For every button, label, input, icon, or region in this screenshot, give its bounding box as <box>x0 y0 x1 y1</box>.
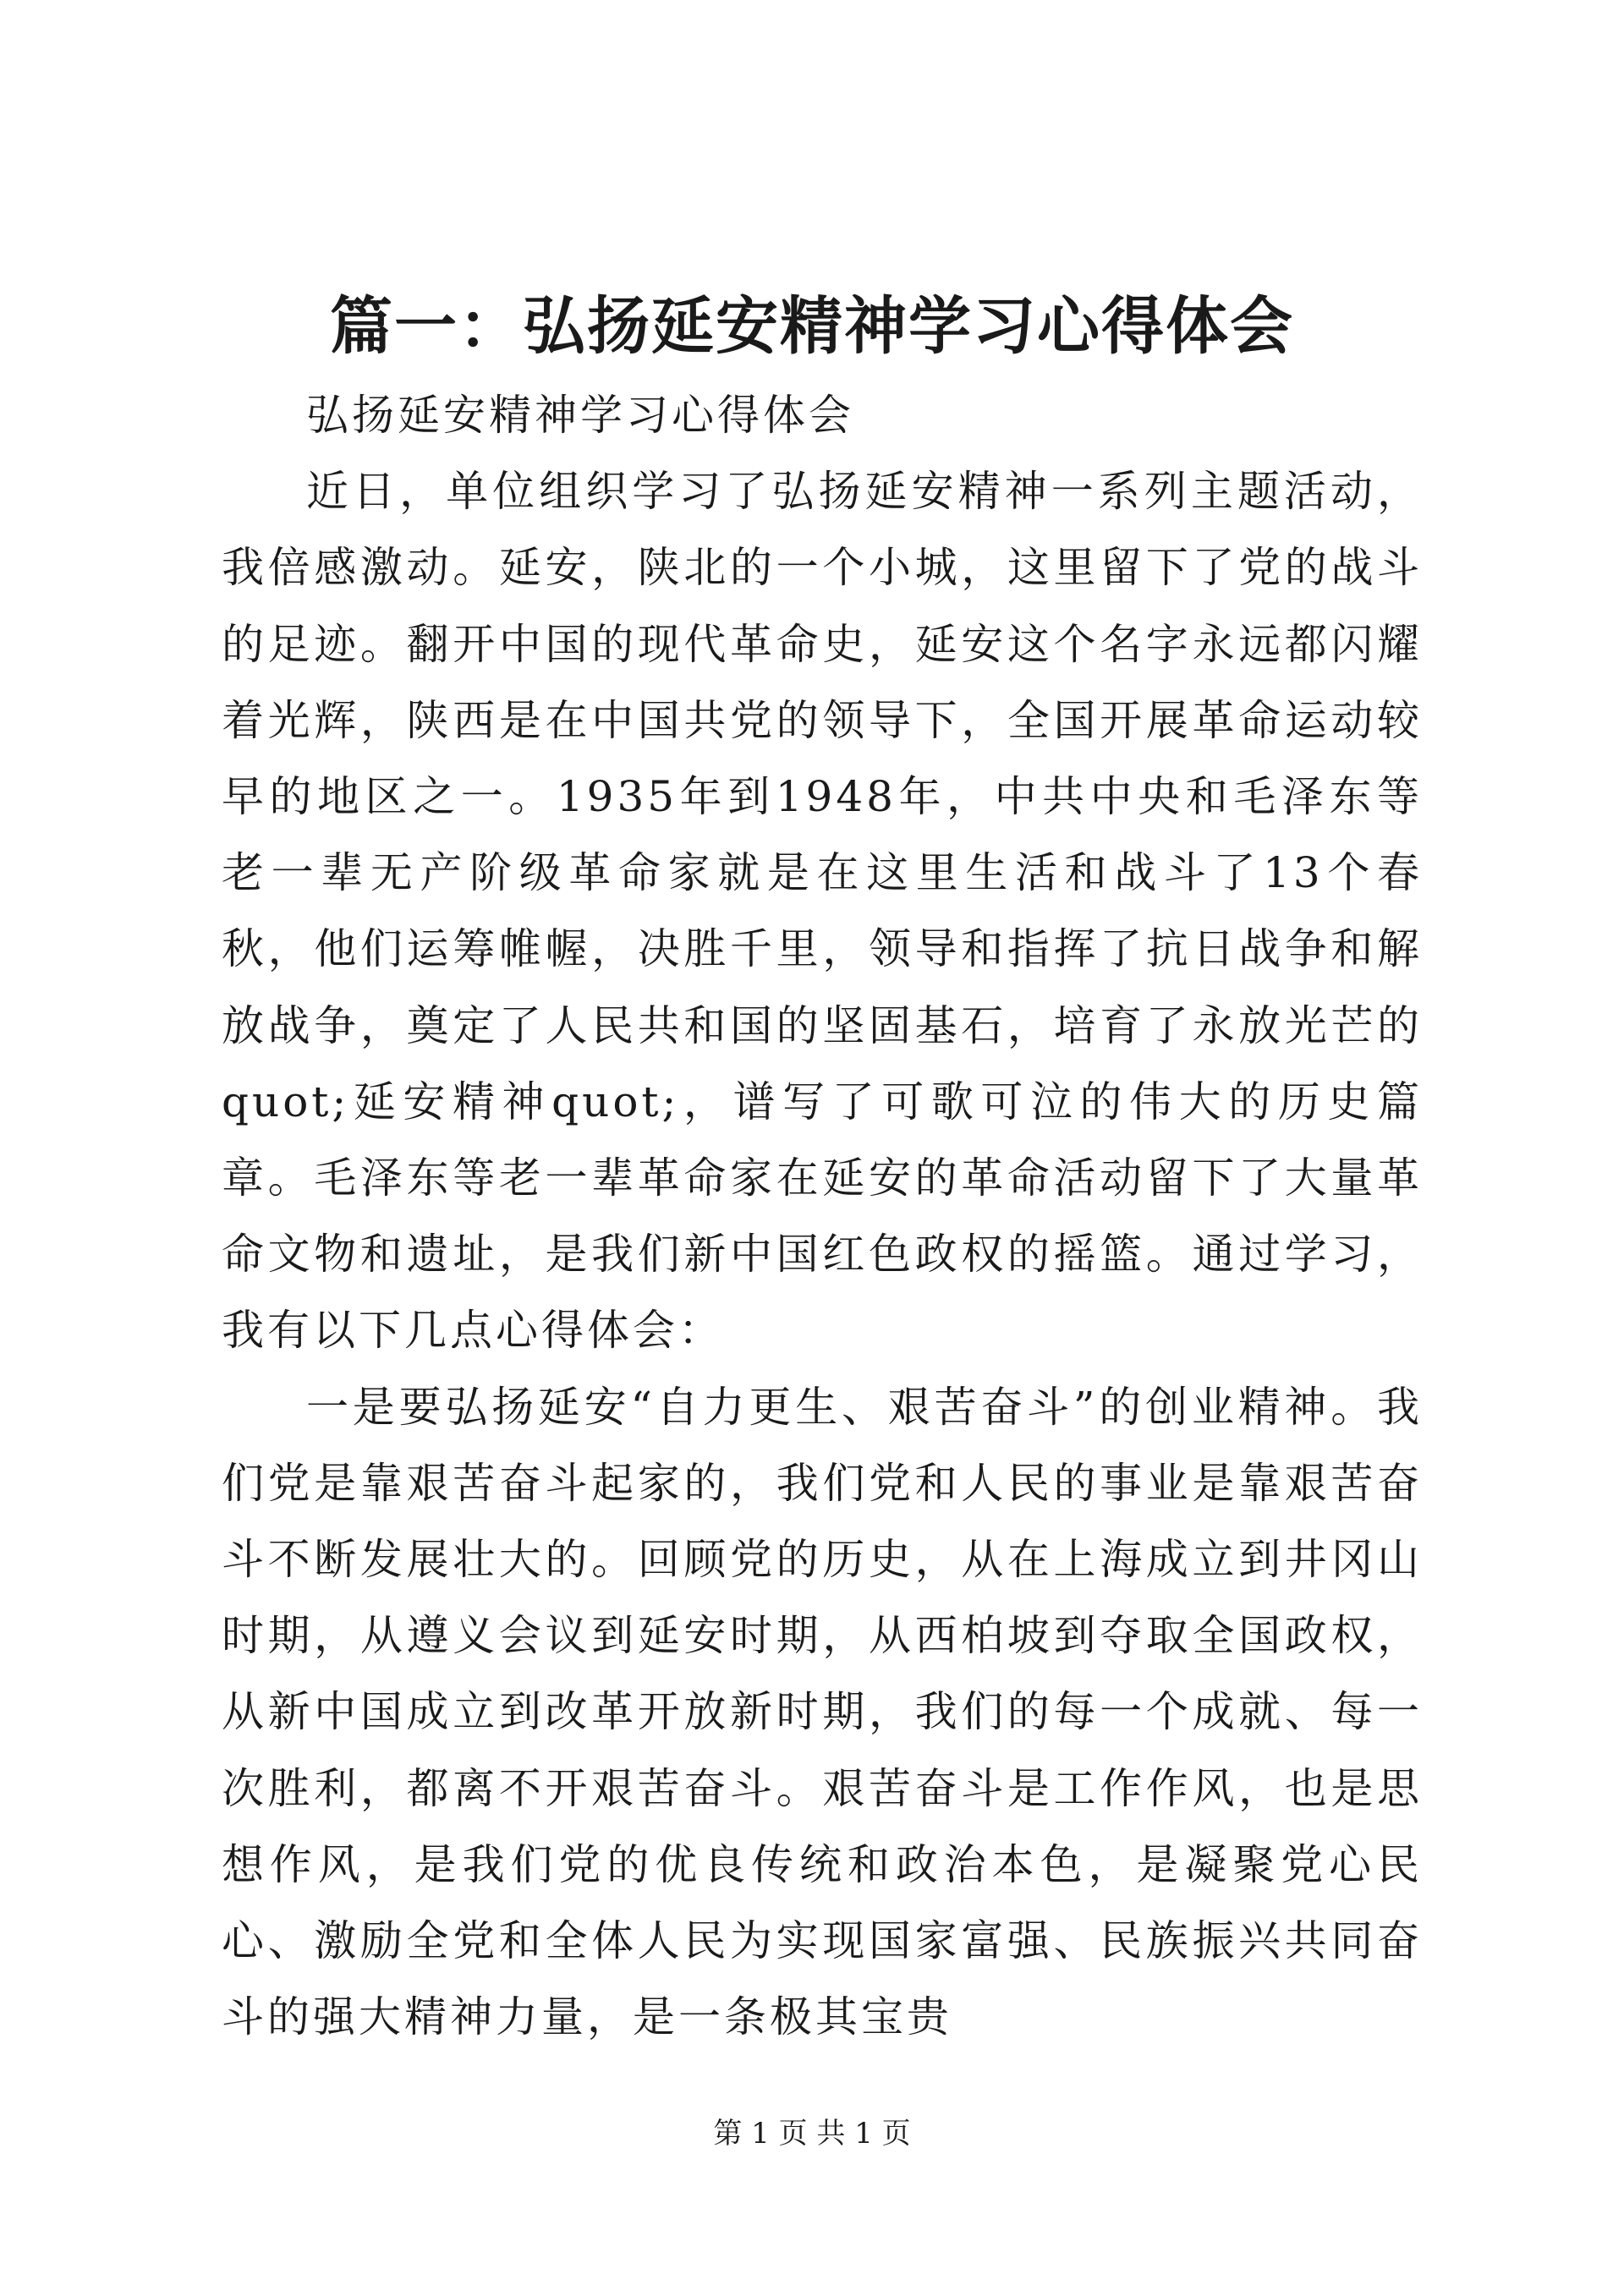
paragraph: 近日，单位组织学习了弘扬延安精神一系列主题活动，我倍感激动。延安，陕北的一个小城，这里留下了党的战斗的足迹。翻开中国的现代革命史，延安这个名字永远都闪耀着光辉，陕西是在中国共党的领导下，全国开展革命运动较早的地区之一。1935年到1948年，中共中央和毛泽东等老一辈无产阶级革命家就是在这里生活和战斗了13个春秋，他们运筹帷幄，决胜千里，领导和指挥了抗日战争和解放战争，奠定了人民共和国的坚固基石，培育了永放光芒的quot;延安精神quot;，谱写了可歌可泣的伟大的历史篇章。毛泽东等老一辈革命家在延安的革命活动留下了大量革命文物和遗址，是我们新中国红色政权的摇篮。通过学习，我有以下几点心得体会： <box>222 467 1423 1356</box>
page-number-footer: 第 1 页 共 1 页 <box>713 2117 911 2151</box>
document-subtitle: 弘扬延安精神学习心得体会 <box>306 391 854 440</box>
document-body <box>222 377 1423 2055</box>
document-title: 篇一：弘扬延安精神学习心得体会 <box>330 290 1294 363</box>
paragraph: 一是要弘扬延安“自力更生、艰苦奋斗”的创业精神。我们党是靠艰苦奋斗起家的，我们党和人民的事业是靠艰苦奋斗不断发展壮大的。回顾党的历史，从在上海成立到井冈山时期，从遵义会议到延安时期，从西柏坡到夺取全国政权，从新中国成立到改革开放新时期，我们的每一个成就、每一次胜利，都离不开艰苦奋斗。艰苦奋斗是工作作风，也是思想作风，是我们党的优良传统和政治本色，是凝聚党心民心、激励全党和全体人民为实现国家富强、民族振兴共同奋斗的强大精神力量，是一条极其宝贵 <box>222 1382 1423 2042</box>
